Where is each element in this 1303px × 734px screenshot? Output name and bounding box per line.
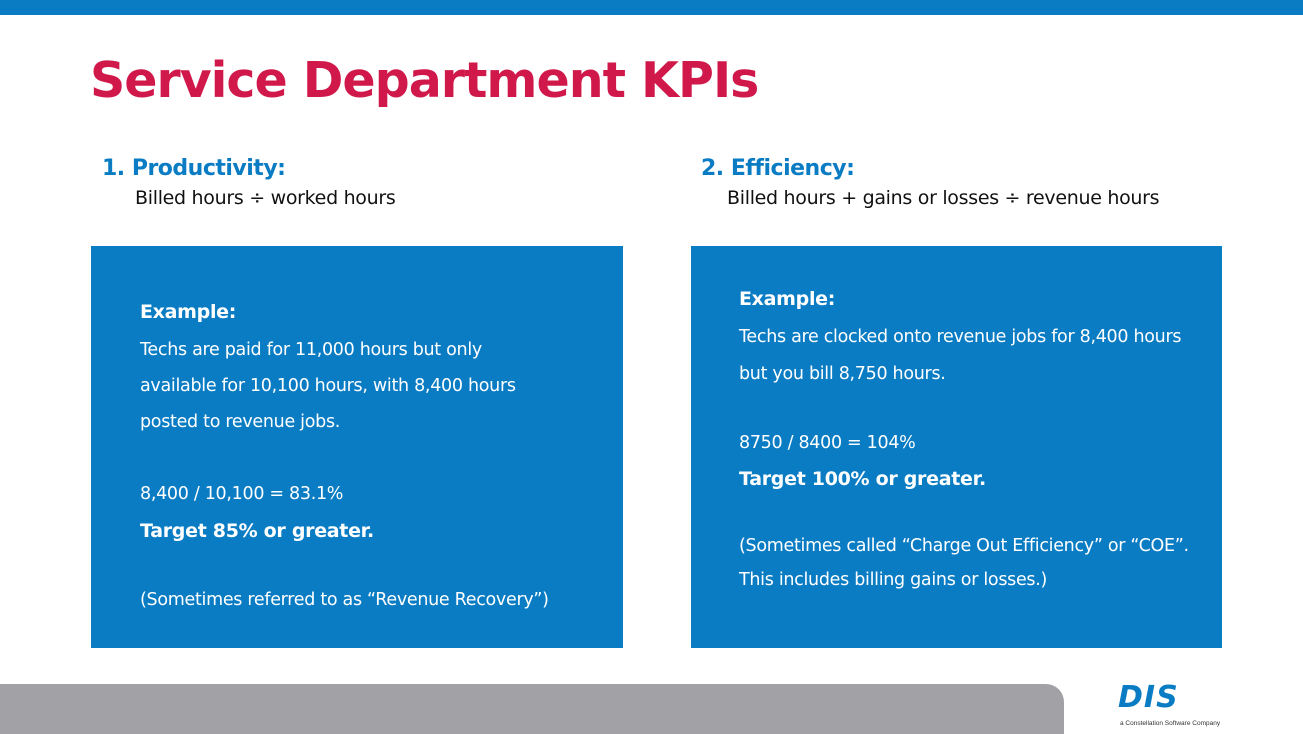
top-accent-bar xyxy=(0,0,1303,15)
example-text-line: Techs are clocked onto revenue jobs for 8,400 hours xyxy=(739,327,1182,347)
example-note: (Sometimes called “Charge Out Efficiency” or “COE”. xyxy=(739,536,1189,556)
example-box-productivity xyxy=(91,246,623,648)
example-label: Example: xyxy=(140,301,237,323)
page-title: Service Department KPIs xyxy=(90,52,759,109)
logo-tagline: a Constellation Software Company xyxy=(1120,720,1221,727)
example-note: This includes billing gains or losses.) xyxy=(739,570,1048,590)
kpi-heading-productivity: 1. Productivity: xyxy=(102,156,286,181)
example-text-line: available for 10,100 hours, with 8,400 hours xyxy=(140,376,516,396)
example-label: Example: xyxy=(739,288,836,310)
example-note: (Sometimes referred to as “Revenue Recovery”) xyxy=(140,590,549,610)
kpi-heading-efficiency: 2. Efficiency: xyxy=(701,156,855,181)
example-text-line: but you bill 8,750 hours. xyxy=(739,364,946,384)
kpi-formula-productivity: Billed hours ÷ worked hours xyxy=(135,187,396,209)
company-logo xyxy=(1118,682,1228,732)
example-text-line: posted to revenue jobs. xyxy=(140,412,341,432)
kpi-formula-efficiency: Billed hours + gains or losses ÷ revenue hours xyxy=(727,187,1160,209)
example-calculation: 8750 / 8400 = 104% xyxy=(739,433,916,453)
example-target: Target 85% or greater. xyxy=(140,520,374,542)
logo-mark: DIS xyxy=(1118,680,1179,715)
example-calculation: 8,400 / 10,100 = 83.1% xyxy=(140,484,344,504)
footer-bar xyxy=(0,684,1064,734)
example-target: Target 100% or greater. xyxy=(739,468,986,490)
example-box-efficiency xyxy=(691,246,1222,648)
example-text-line: Techs are paid for 11,000 hours but only xyxy=(140,340,482,360)
